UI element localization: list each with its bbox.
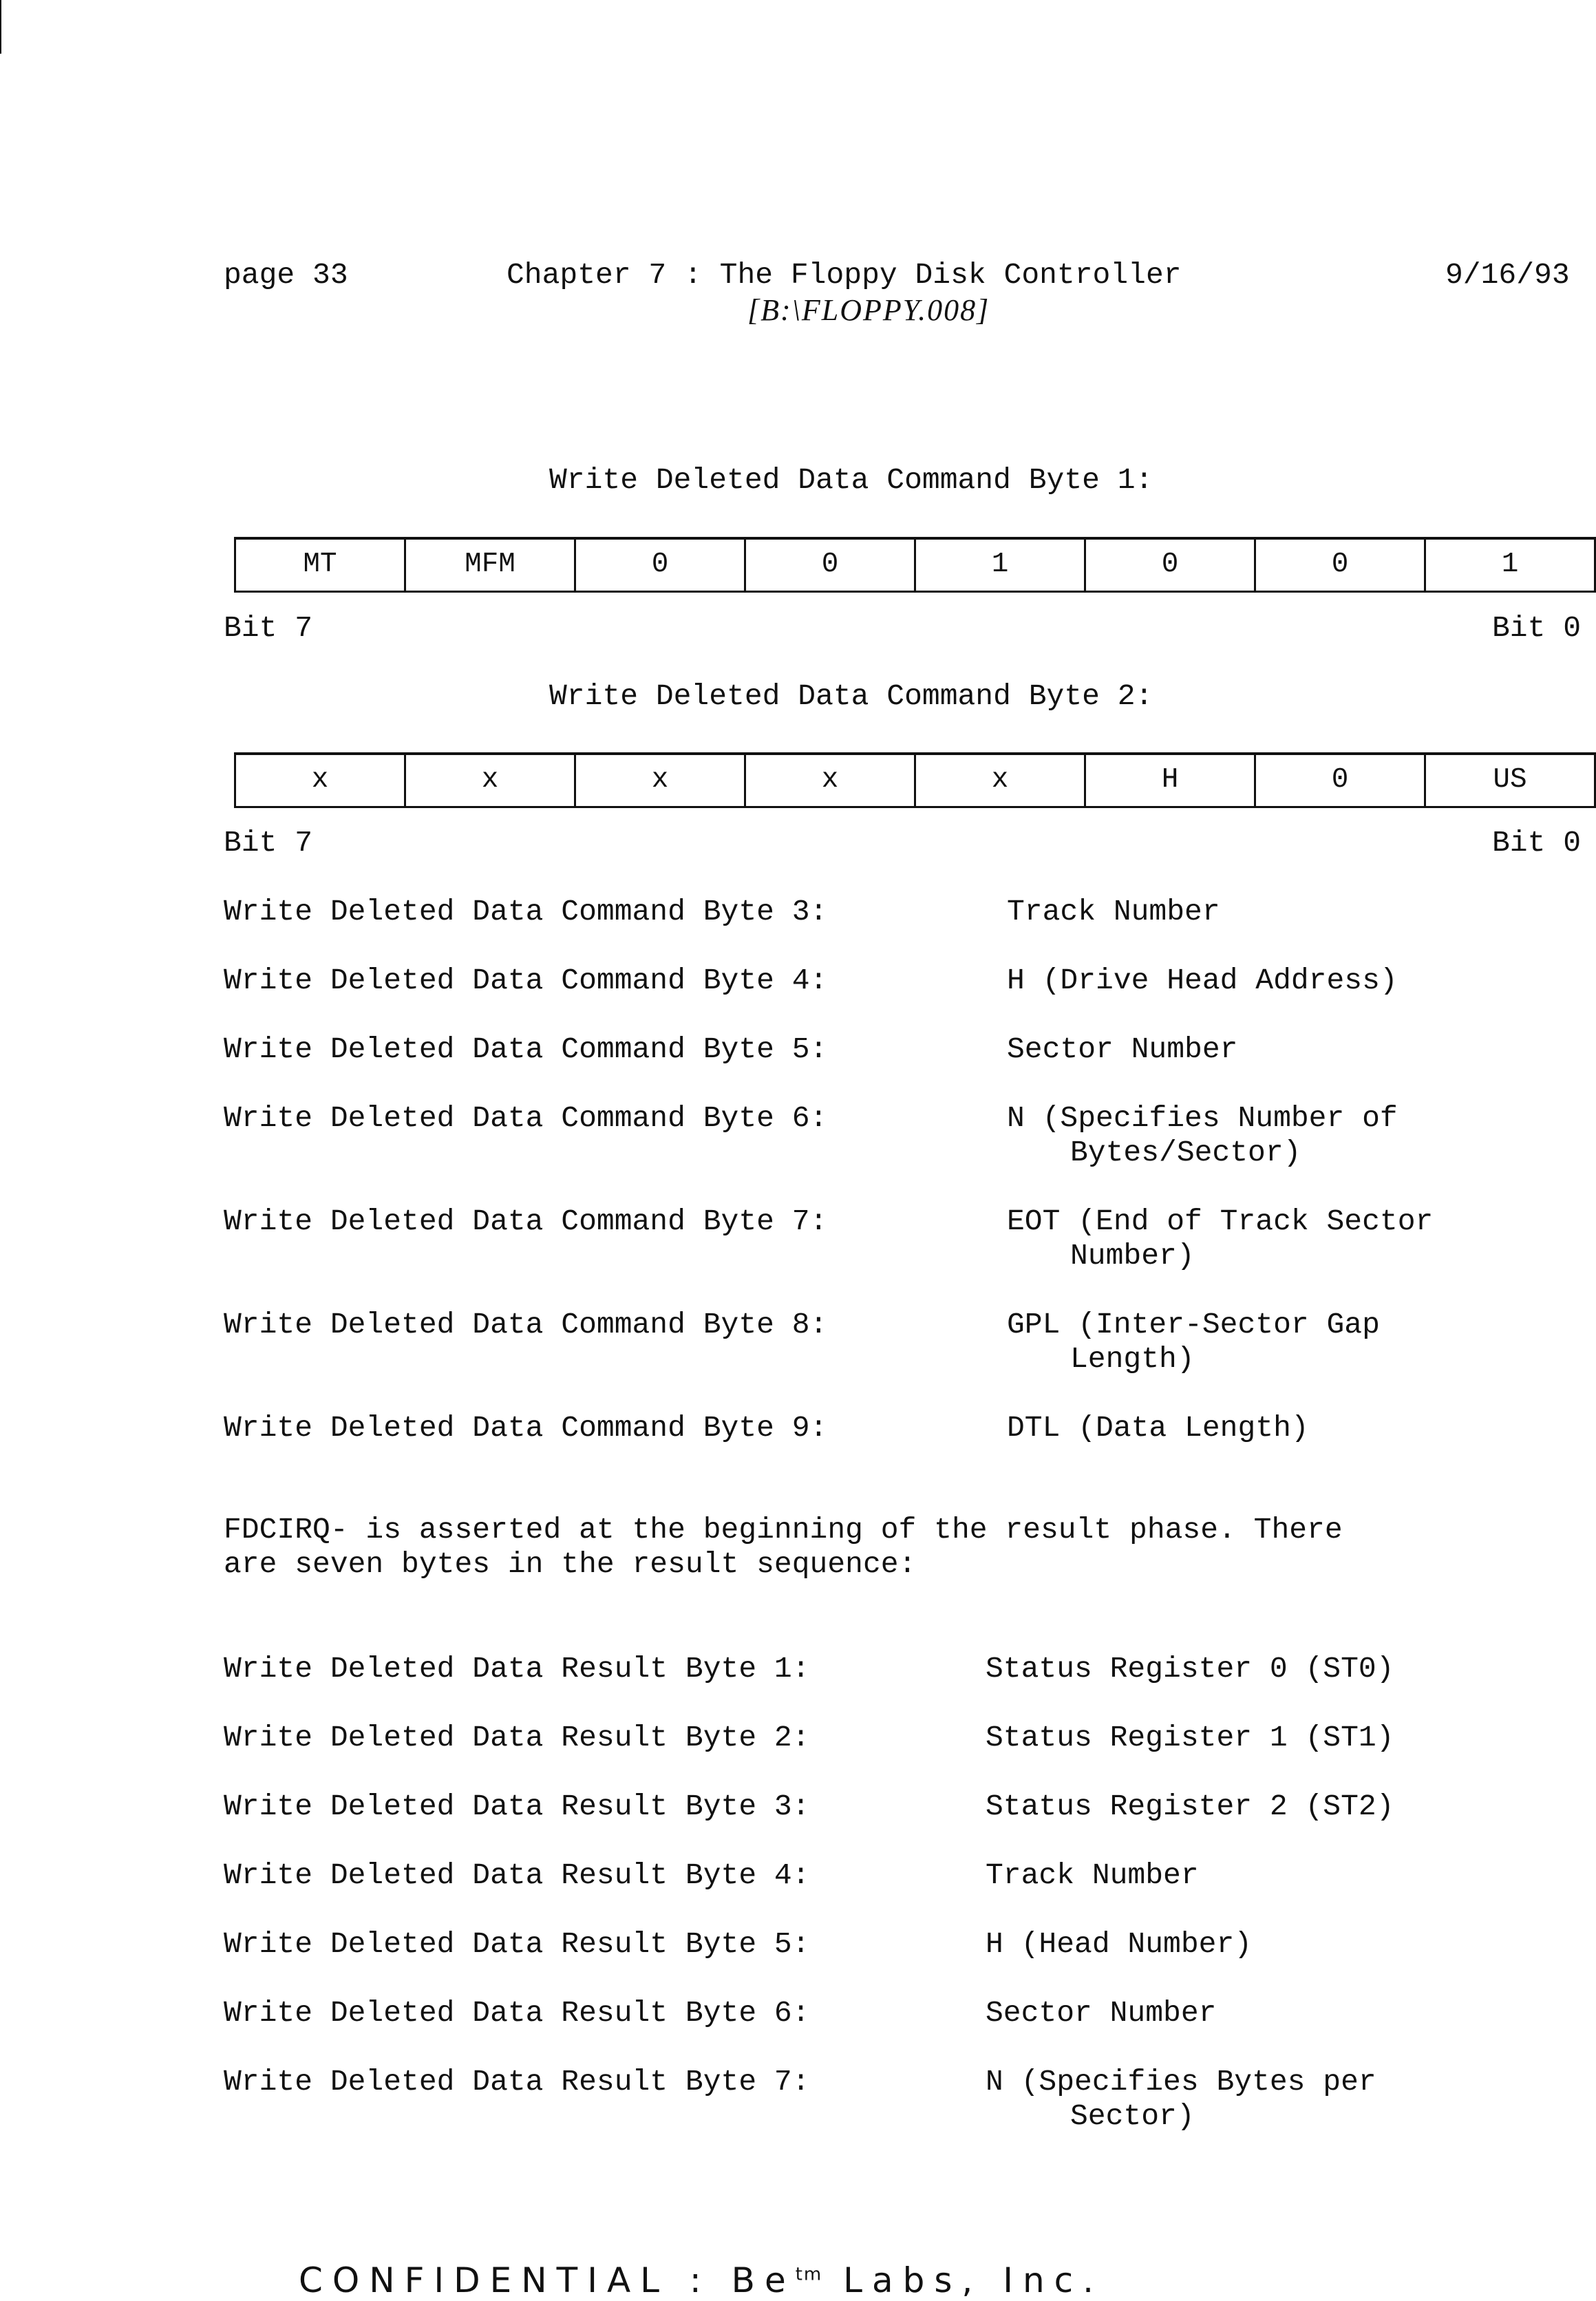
result-byte-1-value: Status Register 0 (ST0) <box>986 1652 1394 1686</box>
result-phase-paragraph <box>224 1513 1343 1582</box>
result-byte-7-value: N (Specifies Bytes per <box>986 2065 1376 2099</box>
result-byte-4-value: Track Number <box>986 1858 1199 1892</box>
paragraph-line-1: FDCIRQ- is asserted at the beginning of the result phase. There <box>224 1513 1343 1547</box>
command-byte-7-value-cont: Number) <box>1070 1239 1195 1273</box>
byte2-bit4: x <box>745 754 915 807</box>
command-byte-8-label: Write Deleted Data Command Byte 8: <box>224 1308 828 1342</box>
paragraph-line-2: are seven bytes in the result sequence: <box>224 1547 917 1581</box>
document-date: 9/16/93 <box>1445 258 1570 292</box>
command-byte-4-value: H (Drive Head Address) <box>1007 964 1398 997</box>
result-byte-4-label: Write Deleted Data Result Byte 4: <box>224 1858 810 1892</box>
byte1-bit1: 0 <box>1255 538 1425 592</box>
command-byte-8-value: GPL (Inter-Sector Gap <box>1007 1308 1380 1342</box>
byte1-bit4: 0 <box>745 538 915 592</box>
result-byte-3-value: Status Register 2 (ST2) <box>986 1790 1394 1823</box>
result-byte-6-value: Sector Number <box>986 1996 1217 2030</box>
command-byte-9-value: DTL (Data Length) <box>1007 1411 1309 1445</box>
byte1-bit7-label: Bit 7 <box>224 611 313 645</box>
command-byte-5-value: Sector Number <box>1007 1032 1238 1066</box>
command-byte-6-value-cont: Bytes/Sector) <box>1070 1136 1301 1169</box>
result-byte-5-label: Write Deleted Data Result Byte 5: <box>224 1927 810 1961</box>
byte2-bit0: US <box>1425 754 1595 807</box>
footer-company-suffix: Labs, Inc. <box>822 2260 1104 2300</box>
chapter-title: Chapter 7 : The Floppy Disk Controller <box>507 258 1182 292</box>
page-edge-mark <box>0 0 1 54</box>
command-byte-6-label: Write Deleted Data Command Byte 6: <box>224 1101 828 1135</box>
byte2-register <box>234 752 1596 808</box>
byte2-bit2: H <box>1085 754 1255 807</box>
byte2-bit7-label: Bit 7 <box>224 826 313 860</box>
command-byte-8-value-cont: Length) <box>1070 1342 1195 1376</box>
byte1-bit5: 0 <box>575 538 745 592</box>
command-byte-3-label: Write Deleted Data Command Byte 3: <box>224 895 828 929</box>
command-byte-4-label: Write Deleted Data Command Byte 4: <box>224 964 828 997</box>
byte1-bit0: 1 <box>1425 538 1595 592</box>
command-byte-7-value: EOT (End of Track Sector <box>1007 1205 1434 1238</box>
byte2-bit3: x <box>915 754 1085 807</box>
result-byte-6-label: Write Deleted Data Result Byte 6: <box>224 1996 810 2030</box>
byte1-bit7: MT <box>235 538 405 592</box>
result-byte-3-label: Write Deleted Data Result Byte 3: <box>224 1790 810 1823</box>
result-byte-5-value: H (Head Number) <box>986 1927 1253 1961</box>
result-byte-7-label: Write Deleted Data Result Byte 7: <box>224 2065 810 2099</box>
byte2-bit5: x <box>575 754 745 807</box>
file-path: [B:\FLOPPY.008] <box>747 293 990 327</box>
byte2-bit1: 0 <box>1255 754 1425 807</box>
footer-company-prefix: CONFIDENTIAL : Be <box>299 2260 796 2300</box>
byte2-bit6: x <box>405 754 575 807</box>
byte2-bit0-label: Bit 0 <box>1492 826 1582 860</box>
command-byte-5-label: Write Deleted Data Command Byte 5: <box>224 1032 828 1066</box>
command-byte-7-label: Write Deleted Data Command Byte 7: <box>224 1205 828 1238</box>
byte1-register <box>234 537 1596 593</box>
result-byte-2-label: Write Deleted Data Result Byte 2: <box>224 1721 810 1754</box>
byte2-caption: Write Deleted Data Command Byte 2: <box>549 679 1153 713</box>
confidential-footer <box>299 2261 1103 2301</box>
byte1-bit0-label: Bit 0 <box>1492 611 1582 645</box>
byte1-bit6: MFM <box>405 538 575 592</box>
result-byte-1-label: Write Deleted Data Result Byte 1: <box>224 1652 810 1686</box>
command-byte-3-value: Track Number <box>1007 895 1220 929</box>
result-byte-7-value-cont: Sector) <box>1070 2099 1195 2133</box>
byte1-bit2: 0 <box>1085 538 1255 592</box>
byte1-bit3: 1 <box>915 538 1085 592</box>
byte2-bit7: x <box>235 754 405 807</box>
trademark-mark: tm <box>795 2264 823 2285</box>
byte1-caption: Write Deleted Data Command Byte 1: <box>549 463 1153 497</box>
result-byte-2-value: Status Register 1 (ST1) <box>986 1721 1394 1754</box>
command-byte-9-label: Write Deleted Data Command Byte 9: <box>224 1411 828 1445</box>
page-number: page 33 <box>224 258 348 292</box>
command-byte-6-value: N (Specifies Number of <box>1007 1101 1398 1135</box>
